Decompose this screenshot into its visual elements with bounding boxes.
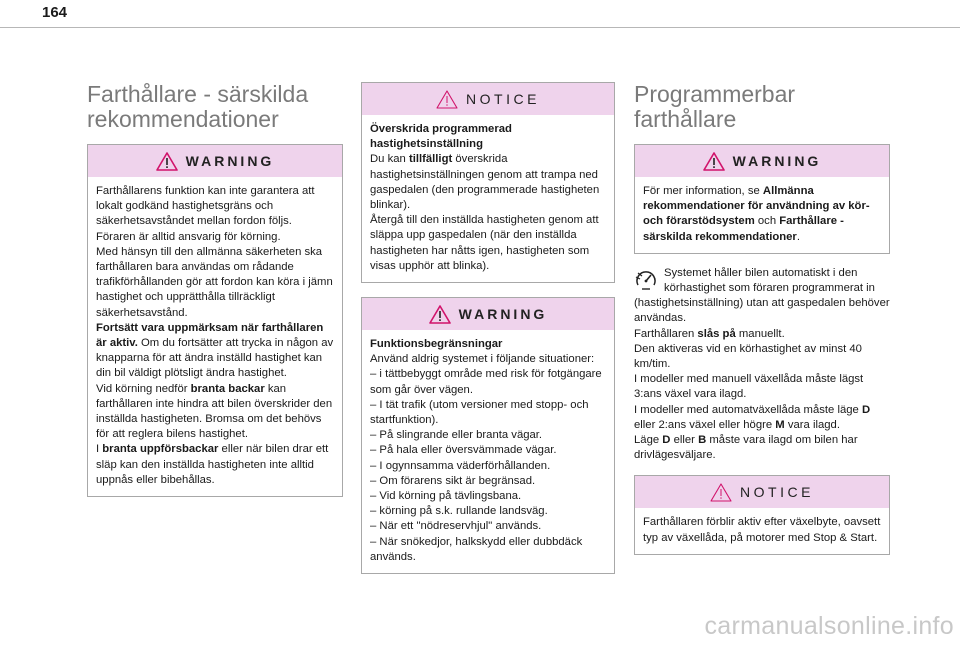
- warning-paragraph: [96, 382, 334, 443]
- text: manuellt.: [735, 327, 785, 340]
- bold-text: branta backar: [190, 382, 265, 395]
- notice-paragraph: Farthållaren förblir aktiv efter växelbyte, oavsett typ av växellåda, på motorer med Stop & Start.: [643, 516, 881, 544]
- section-title: [87, 82, 343, 132]
- bold-text: tillfälligt: [408, 153, 453, 166]
- text: Vid körning nedför: [96, 382, 191, 395]
- warning-body: [88, 177, 342, 496]
- bold-text: branta uppförsbackar: [102, 443, 219, 456]
- body-paragraph: Den aktiveras vid en körhastighet av minst 40 km/tim.: [634, 342, 862, 371]
- text: För mer information, se: [643, 185, 763, 197]
- warning-label: WARNING: [458, 306, 548, 323]
- column-2: [361, 82, 615, 586]
- warning-triangle-icon: [429, 305, 451, 324]
- notice-header: [362, 83, 614, 115]
- bold-text: slås på: [697, 327, 736, 340]
- section-title: [634, 82, 890, 132]
- warning-paragraph: [643, 184, 881, 245]
- list-item: – i tättbebyggt område med risk för fotgängare som går över vägen.: [370, 368, 602, 396]
- bold-text: Farthållare - särskilda rekommendationer: [643, 215, 844, 243]
- text: eller 2:ans växel eller högre: [634, 418, 776, 431]
- warning-body: [362, 330, 614, 573]
- body-text: [634, 266, 890, 464]
- list-item: – Om förarens sikt är begränsad.: [370, 474, 536, 487]
- warning-box: [361, 297, 615, 574]
- page-number: 164: [42, 4, 68, 21]
- notice-heading: Överskrida programmerad hastighetsinställning: [370, 123, 512, 151]
- text: Farthållaren: [634, 327, 698, 340]
- warning-label: WARNING: [732, 153, 822, 169]
- body-paragraph: [634, 266, 890, 327]
- warning-box: [87, 144, 343, 497]
- text: Om du fortsätter att trycka in någon av knapparna för att ändra inställd hastighet kan din bil väldigt plötsligt ändra hastighet.: [96, 337, 334, 380]
- column-1: [87, 82, 343, 509]
- notice-body: [362, 115, 614, 282]
- warning-triangle-icon: [703, 152, 725, 171]
- text: måste vara ilagd om bilen har drivlägesväljare.: [634, 434, 858, 462]
- text: vara ilagd.: [784, 418, 840, 431]
- watermark: carmanualsonline.info: [704, 612, 954, 640]
- bold-text: Fortsätt vara uppmärksam när farthållaren är aktiv.: [96, 321, 324, 350]
- text: .: [796, 230, 800, 243]
- text: och: [754, 215, 780, 228]
- warning-label: WARNING: [185, 153, 275, 169]
- section-title-line1: Programmerbar: [634, 81, 796, 107]
- warning-heading: Funktionsbegränsningar: [370, 338, 503, 351]
- text: eller: [670, 434, 699, 447]
- notice-paragraph: [370, 152, 606, 213]
- notice-box: [634, 475, 890, 554]
- warning-paragraph: Föraren är alltid ansvarig för körning.: [96, 230, 281, 243]
- text: överskrida hastighetsinställningen genom att trampa ned gaspedalen (den programmerade hastigheten blinkar).: [370, 153, 600, 212]
- warning-paragraph: Farthållarens funktion kan inte garantera att lokalt godkänd hastighetsgräns och säkerhetsavståndet mellan fordon följs.: [96, 185, 315, 228]
- body-paragraph: [634, 433, 890, 463]
- cruise-control-icon: [634, 268, 658, 292]
- section-title-line2: farthållare: [634, 106, 737, 132]
- list-item: – I ogynnsamma väderförhållanden.: [370, 459, 551, 472]
- list-item: – När ett "nödreservhjul" används.: [370, 520, 542, 533]
- body-paragraph: [634, 327, 890, 342]
- list-item: – körning på s.k. rullande landsväg.: [370, 505, 548, 518]
- notice-header: [635, 476, 889, 508]
- warning-header: [88, 145, 342, 177]
- bold-text: M: [775, 418, 785, 431]
- list-item: – När snökedjor, halkskydd eller dubbdäck används.: [370, 535, 583, 563]
- warning-box: [634, 144, 890, 254]
- bold-text: B: [698, 434, 707, 447]
- text: I modeller med automatväxellåda måste läge: [634, 403, 862, 416]
- notice-label: NOTICE: [466, 91, 540, 107]
- text: Läge: [634, 434, 663, 447]
- section-title-line2: rekommendationer: [87, 106, 279, 132]
- notice-triangle-icon: [710, 483, 732, 502]
- text: kan farthållaren inte hindra att bilen överskrider den inställda hastigheten. Bromsa om det behövs för att reglera bilens hastighet.: [96, 382, 333, 441]
- bold-text: D: [861, 403, 871, 416]
- section-title-line1: Farthållare - särskilda: [87, 81, 309, 107]
- notice-triangle-icon: [436, 90, 458, 109]
- list-item: – På hala eller översvämmade vägar.: [370, 444, 557, 457]
- body-paragraph: I modeller med manuell växellåda måste lägst 3:ans växel vara ilagd.: [634, 373, 864, 401]
- list-item: – På slingrande eller branta vägar.: [370, 429, 543, 442]
- warning-body: [635, 177, 889, 253]
- notice-body: [635, 508, 889, 553]
- warning-triangle-icon: [156, 152, 178, 171]
- warning-header: [362, 298, 614, 330]
- notice-label: NOTICE: [740, 484, 814, 501]
- warning-paragraph: [96, 442, 334, 488]
- list-item: – Vid körning på tävlingsbana.: [370, 490, 522, 503]
- text: Du kan: [370, 153, 409, 166]
- column-3: [634, 82, 890, 567]
- notice-paragraph: Återgå till den inställda hastigheten genom att släppa upp gaspedalen (när den inställda hastigheten har nåtts igen, hastigheten som visas upphör att blinka).: [370, 214, 599, 272]
- warning-header: [635, 145, 889, 177]
- notice-box: [361, 82, 615, 283]
- bold-text: D: [662, 434, 671, 447]
- warning-paragraph: [96, 321, 334, 382]
- text: eller när bilen drar ett släp kan den inställda hastigheten inte alltid uppnås eller bibehållas.: [96, 443, 329, 486]
- warning-paragraph: Med hänsyn till den allmänna säkerheten ska farthållaren bara användas om rådande trafikförhållanden gör att fordon kan köra i jämn hastighet och upprätthålla tillräckligt säkerhetsavstånd.: [96, 245, 333, 319]
- warning-intro: Använd aldrig systemet i följande situationer:: [370, 353, 595, 366]
- body-paragraph: [634, 403, 890, 433]
- list-item: – I tät trafik (utom versioner med stopp- och startfunktion).: [370, 398, 589, 427]
- text: I: [96, 443, 103, 456]
- text: Systemet håller bilen automatiskt i den körhastighet som föraren programmerat in (hastighetsinställning) utan att gaspedalen behöver användas.: [634, 266, 890, 325]
- bold-text: Allmänna rekommendationer för användning av kör- och förarstödsystem: [643, 185, 870, 228]
- top-divider: [0, 27, 960, 28]
